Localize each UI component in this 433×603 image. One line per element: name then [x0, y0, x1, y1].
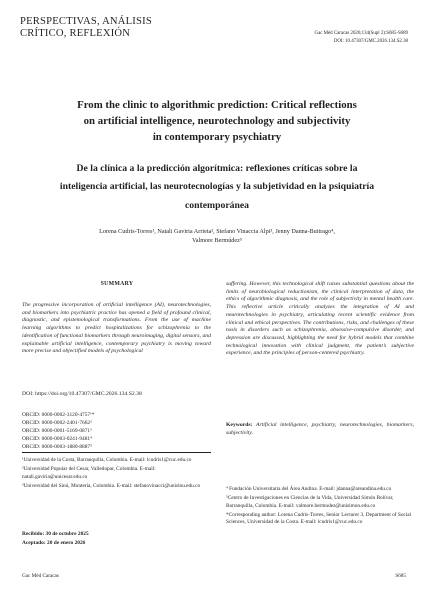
section-heading-line2: CRÍTICO, REFLEXIÓN	[20, 27, 131, 39]
corresponding-author: *Corresponding author: Lorena Cudris-Torres, Senior Lecturer 3, Department of Social Sciences, Universidad de la Costa. E-mail: lcudris1@cuc.edu.co	[226, 511, 412, 526]
english-title-line3: in contemporary psychiatry	[152, 131, 282, 144]
orcid-item[interactable]: ORCID: 0000-0002-2401-7662²	[22, 420, 92, 427]
orcid-item[interactable]: ORCID: 0000-0002-3120-4757¹*	[22, 412, 95, 418]
affiliation-item: ⁵Centro de Investigaciones en Ciencias de la Vida, Universidad Simón Bolívar, Barranquilla, Colombia. E-mail: valmore.bermudez@unisimon.edu.co	[226, 495, 394, 509]
section-heading-line1: PERSPECTIVAS, ANÁLISIS	[20, 16, 152, 27]
author-list	[20, 228, 414, 246]
author-line2: Valmore Bermúdez⁵	[191, 236, 243, 244]
submission-dates	[22, 530, 89, 547]
orcid-list	[22, 411, 94, 451]
english-title	[18, 97, 416, 146]
orcid-item[interactable]: ORCID: 0000-0001-5169-0871³	[22, 428, 92, 435]
summary-text-right	[226, 281, 414, 358]
summary-heading: SUMMARY	[100, 281, 134, 287]
orcid-item[interactable]: ORCID: 0000-0003-0241-9481⁴	[22, 436, 93, 443]
affiliation-item: ⁴ Fundación Universitaria del Área Andina. E-mail: jdanna@areandina.edu.co	[226, 486, 392, 492]
affiliation-item: ³Universidad del Sinú, Montería, Colombia. E-mail: stefanovinacci@unisinu.edu.co	[22, 482, 201, 489]
keywords-text: Artificial intelligence, psychiatry, neurotechnologies, biomarkers, subjectivity.	[226, 422, 415, 436]
journal-citation: Gac Méd Caracas 2026;134(Supl 2):S685-S689	[314, 31, 408, 36]
affiliations-right	[226, 486, 414, 528]
orcid-item[interactable]: ORCID: 0000-0003-1880-8887⁵	[22, 444, 93, 451]
affiliations-left	[22, 457, 211, 492]
article-doi-link[interactable]: DOI: https://doi.org/10.47307/GMC.2026.134.S2.38	[22, 391, 142, 397]
spanish-title	[18, 160, 416, 215]
english-title-line2: on artificial intelligence, neurotechnology and subjectivity	[83, 115, 351, 128]
keywords	[226, 422, 414, 437]
affiliation-item: ¹Universidad de la Costa, Barranquilla, Colombia. E-mail: lcudris1@cuc.edu.co	[22, 457, 192, 463]
spanish-title-line1: De la clínica a la predicción algorítmica: reflexiones críticas sobre la	[76, 163, 358, 174]
section-heading	[20, 16, 210, 39]
summary-text-right-body: suffering. However, this technological shift raises substantial questions about the limits of neurobiological reductionism, the clinical interpretation of data, the ethics of algorithmic diagnosis, and the role of subjectivity in mental health care. This reflective article critically analyzes the integration of AI and neurotechnologies in psychiatry, articulating recent scientific evidence from clinical and ethical perspectives. The contributions, risks, and challenges of these tools in disorders such as schizophrenia, obsessive-compulsive disorder, and depression are discussed, highlighting the need for hybrid models that combine technological innovation with clinical judgment, the patient’s subjective experience, and the principles of person-centered psychiatry.	[226, 281, 414, 357]
affiliations-divider	[22, 452, 211, 453]
summary-text-left: The progressive incorporation of artificial intelligence (AI), neurotechnologies, and biomarkers into psychiatric practice has opened a field of profound clinical, diagnostic, and epistemological transformations. From the use of machine learning algorithms to predict hospitalizations for schizophrenia to the identification of functional biomarkers through neuroimaging, digital sensors, and explainable artificial intelligence, contemporary psychiatry is moving toward more precise and objectified models of psychological	[22, 302, 211, 355]
author-line1: Lorena Cudris-Torres¹, Natali Gaviria Arrieta², Stefano Vinaccia Alpi³, Jenny Danna-Buitrago⁴,	[99, 228, 335, 235]
english-title-line1: From the clinic to algorithmic prediction: Critical reflections	[77, 99, 357, 111]
page-number: S685	[395, 573, 406, 579]
journal-reference	[228, 30, 408, 46]
accepted-date: Aceptado: 20 de enero 2026	[22, 539, 86, 546]
received-date: Recibido: 30 de octubre 2025	[22, 531, 89, 537]
affiliation-item: ²Universidad Popular del Cesar, Valledupar, Colombia. E-mail: natali.gaviria@unicesar.edu.co	[22, 466, 156, 480]
footer-journal: Gac Méd Caracas	[22, 573, 59, 579]
spanish-title-line3: contemporánea	[184, 199, 250, 211]
spanish-title-line2: inteligencia artificial, las neurotecnologías y la subjetividad en la psiquiatría	[59, 181, 375, 193]
keywords-label: Keywords:	[226, 422, 253, 428]
journal-doi: DOI: 10.47307/GMC.2026.134.S2.38	[333, 38, 408, 44]
